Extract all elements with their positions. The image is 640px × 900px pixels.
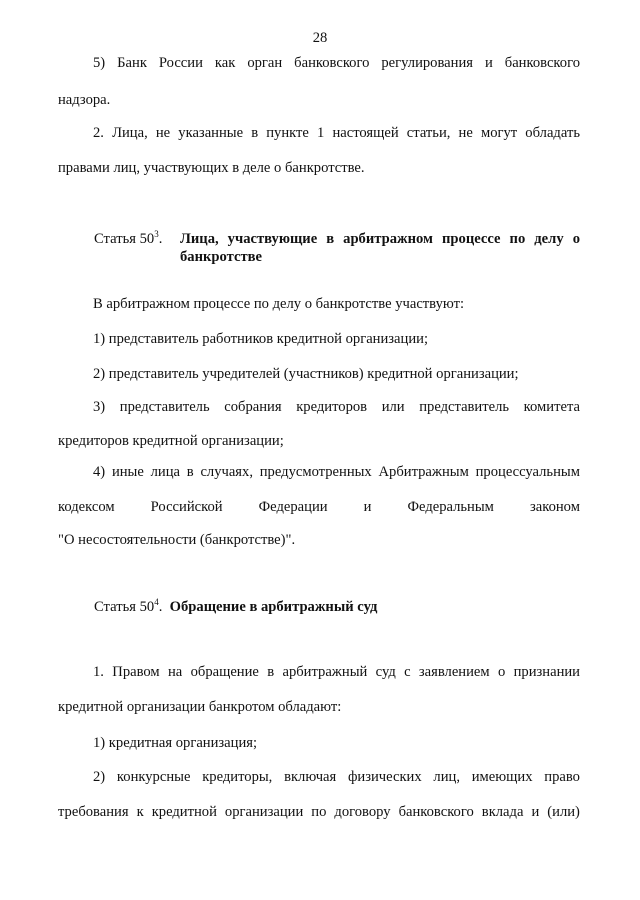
word: на — [167, 664, 183, 680]
word: собрания — [224, 399, 282, 415]
word: по — [509, 231, 526, 247]
word: Правом — [112, 664, 160, 680]
article-504-title: Обращение в арбитражный суд — [169, 599, 378, 615]
paragraph2-line1 — [93, 124, 580, 142]
word: кодексом — [58, 499, 115, 515]
item5-line2: надзора. — [58, 92, 111, 108]
word: предусмотренных — [259, 464, 372, 480]
article-503-intro: В арбитражном процессе по делу о банкротстве участвуют: — [93, 296, 465, 312]
article-503-item3-line2: кредиторов кредитной организации; — [58, 433, 284, 449]
word: Арбитражным — [378, 464, 469, 480]
word: с — [404, 664, 411, 680]
word: о — [497, 664, 506, 680]
article-504-p1-line2: кредитной организации банкротом обладают: — [58, 699, 342, 715]
word: вклада — [481, 804, 524, 820]
page-number: 28 — [312, 30, 328, 46]
word: к — [136, 804, 144, 820]
word: орган — [247, 55, 283, 71]
word: кредиторов — [296, 399, 368, 415]
word: настоящей — [332, 125, 399, 141]
word: могут — [480, 125, 518, 141]
word: 5) — [93, 55, 106, 71]
word: договору — [334, 804, 391, 820]
article-503-title-line1 — [180, 230, 580, 248]
word: указанные — [178, 125, 244, 141]
article-504-p1-line1 — [93, 663, 580, 681]
article-503-label: Статья $50^3$. — [94, 229, 163, 247]
article-504-heading: Статья $50^4$. Обращение в арбитражный суд — [94, 597, 378, 615]
word: Лица, — [112, 125, 148, 141]
word: имеющих — [471, 769, 533, 785]
word: требования — [58, 804, 129, 820]
article-503-item1: 1) представитель работников кредитной организации; — [93, 331, 429, 347]
article-503-item4-line2 — [58, 498, 580, 516]
word: в — [326, 231, 335, 247]
word: 4) — [93, 464, 106, 480]
word: России — [158, 55, 203, 71]
word: организации — [224, 804, 304, 820]
word: процессе — [442, 231, 501, 247]
word: о — [572, 231, 580, 247]
word: признании — [513, 664, 580, 680]
word: банковского — [504, 55, 580, 71]
word: пункте — [266, 125, 309, 141]
word: арбитражном — [343, 231, 433, 247]
word: статьи, — [406, 125, 451, 141]
article-504-item1: 1) кредитная организация; — [93, 735, 258, 751]
word: Банк — [117, 55, 147, 71]
word: банковского — [398, 804, 474, 820]
article-504-item2-line2 — [58, 803, 580, 821]
word: физических — [347, 769, 422, 785]
word: 2) — [93, 769, 106, 785]
word: в — [267, 664, 275, 680]
word: участвующие — [227, 231, 318, 247]
word: включая — [284, 769, 337, 785]
word: заявлением — [418, 664, 490, 680]
word: регулирования — [381, 55, 473, 71]
word: Федеральным — [407, 499, 494, 515]
word: банковского — [294, 55, 370, 71]
word: и — [484, 55, 493, 71]
word: Федерации — [258, 499, 328, 515]
word: и — [363, 499, 372, 515]
word: 2. — [93, 125, 104, 141]
word: не — [155, 125, 171, 141]
word: лиц, — [433, 769, 460, 785]
article-503-item4-line3: "О несостоятельности (банкротстве)". — [58, 532, 296, 548]
article-503-item2: 2) представитель учредителей (участников) кредитной организации; — [93, 366, 519, 382]
word: по — [311, 804, 327, 820]
word: 1. — [93, 664, 104, 680]
word: 3) — [93, 399, 106, 415]
article-504-item2-line1 — [93, 768, 580, 786]
word: 1 — [317, 125, 325, 141]
word: кредитной — [151, 804, 217, 820]
article-503-item3-line1 — [93, 398, 580, 416]
word: случаях, — [200, 464, 253, 480]
word: кредиторы, — [202, 769, 273, 785]
word: и — [531, 804, 540, 820]
word: представитель — [119, 399, 210, 415]
word: лица — [150, 464, 180, 480]
word: (или) — [547, 804, 580, 820]
article-503-item4-line1 — [93, 463, 580, 481]
word: законом — [529, 499, 580, 515]
word: обладать — [525, 125, 580, 141]
article-503-title-line2: банкротстве — [180, 249, 262, 265]
item5-line1 — [93, 54, 580, 72]
word: как — [214, 55, 236, 71]
paragraph2-line2: правами лиц, участвующих в деле о банкротстве. — [58, 160, 365, 176]
word: Российской — [150, 499, 223, 515]
word: Лица, — [180, 231, 219, 247]
word: арбитражный — [282, 664, 368, 680]
word: или — [381, 399, 405, 415]
word: суд — [375, 664, 396, 680]
word: в — [186, 464, 194, 480]
word: иные — [111, 464, 144, 480]
word: конкурсные — [116, 769, 191, 785]
word: в — [251, 125, 259, 141]
word: представитель — [419, 399, 510, 415]
word: не — [458, 125, 473, 141]
word: обращение — [190, 664, 259, 680]
word: процессуальным — [475, 464, 580, 480]
word: делу — [534, 231, 564, 247]
word: право — [544, 769, 580, 785]
word: комитета — [523, 399, 580, 415]
